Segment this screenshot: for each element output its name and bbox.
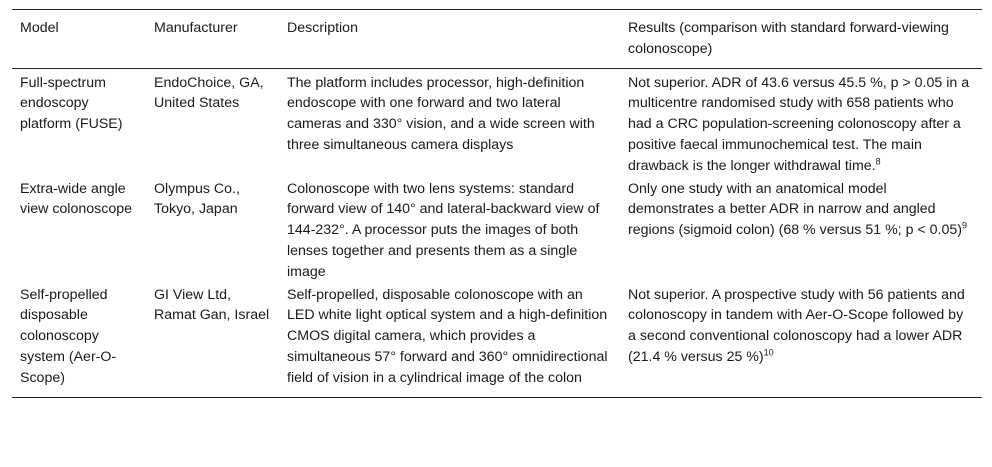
cell-description: Colonoscope with two lens systems: standard forward view of 140° and lateral-backward view of 144-232°. A processor puts the images of both lenses together and presents them as a single image	[287, 180, 600, 280]
cell-manufacturer: GI View Ltd, Ramat Gan, Israel	[146, 283, 279, 397]
table-row	[12, 283, 982, 397]
cell-description: The platform includes processor, high-definition endoscope with one forward and two lateral cameras and 330° vision, and a wide screen with three simultaneous camera displays	[287, 74, 595, 153]
header-manufacturer: Manufacturer	[146, 10, 279, 69]
cell-model: Full-spectrum endoscopy platform (FUSE)	[20, 74, 123, 133]
cell-results	[620, 68, 982, 176]
cell-results	[620, 283, 982, 397]
colonoscope-comparison-table	[12, 9, 982, 398]
table-row	[12, 177, 982, 283]
table-row	[12, 68, 982, 176]
header-results: Results (comparison with standard forward-viewing colonoscope)	[620, 10, 982, 69]
reference-superscript: 10	[763, 347, 774, 358]
cell-manufacturer: Olympus Co., Tokyo, Japan	[154, 180, 240, 218]
results-text: Not superior. ADR of 43.6 versus 45.5 %, p > 0.05 in a multicentre randomised study with 658 patients who had a CRC population-screening colonoscopy after a positive faecal immunochemical test. The main drawback is the longer withdrawal time.	[628, 74, 970, 174]
header-model: Model	[12, 10, 146, 69]
reference-superscript: 8	[875, 156, 881, 167]
comparison-table-container	[12, 9, 982, 398]
cell-model: Extra-wide angle view colonoscope	[20, 180, 132, 218]
cell-results	[620, 177, 982, 283]
header-description: Description	[279, 10, 620, 69]
cell-model: Self-propelled disposable colonoscopy system (Aer-O-Scope)	[12, 283, 146, 397]
reference-superscript: 9	[961, 220, 967, 231]
results-text: Only one study with an anatomical model demonstrates a better ADR in narrow and angled regions (sigmoid colon) (68 % versus 51 %; p < 0.05)	[628, 180, 962, 239]
cell-manufacturer: EndoChoice, GA, United States	[154, 74, 264, 112]
results-text: Not superior. A prospective study with 56 patients and colonoscopy in tandem with Aer-O-Scope followed by a second conventional colonoscopy had a lower ADR (21.4 % versus 25 %)	[628, 286, 965, 365]
table-header-row	[12, 10, 982, 69]
cell-description: Self-propelled, disposable colonoscope with an LED white light optical system and a high-definition CMOS digital camera, which provides a simultaneous 57° forward and 360° omnidirectional field of vision in a cylindrical image of the colon	[279, 283, 620, 397]
